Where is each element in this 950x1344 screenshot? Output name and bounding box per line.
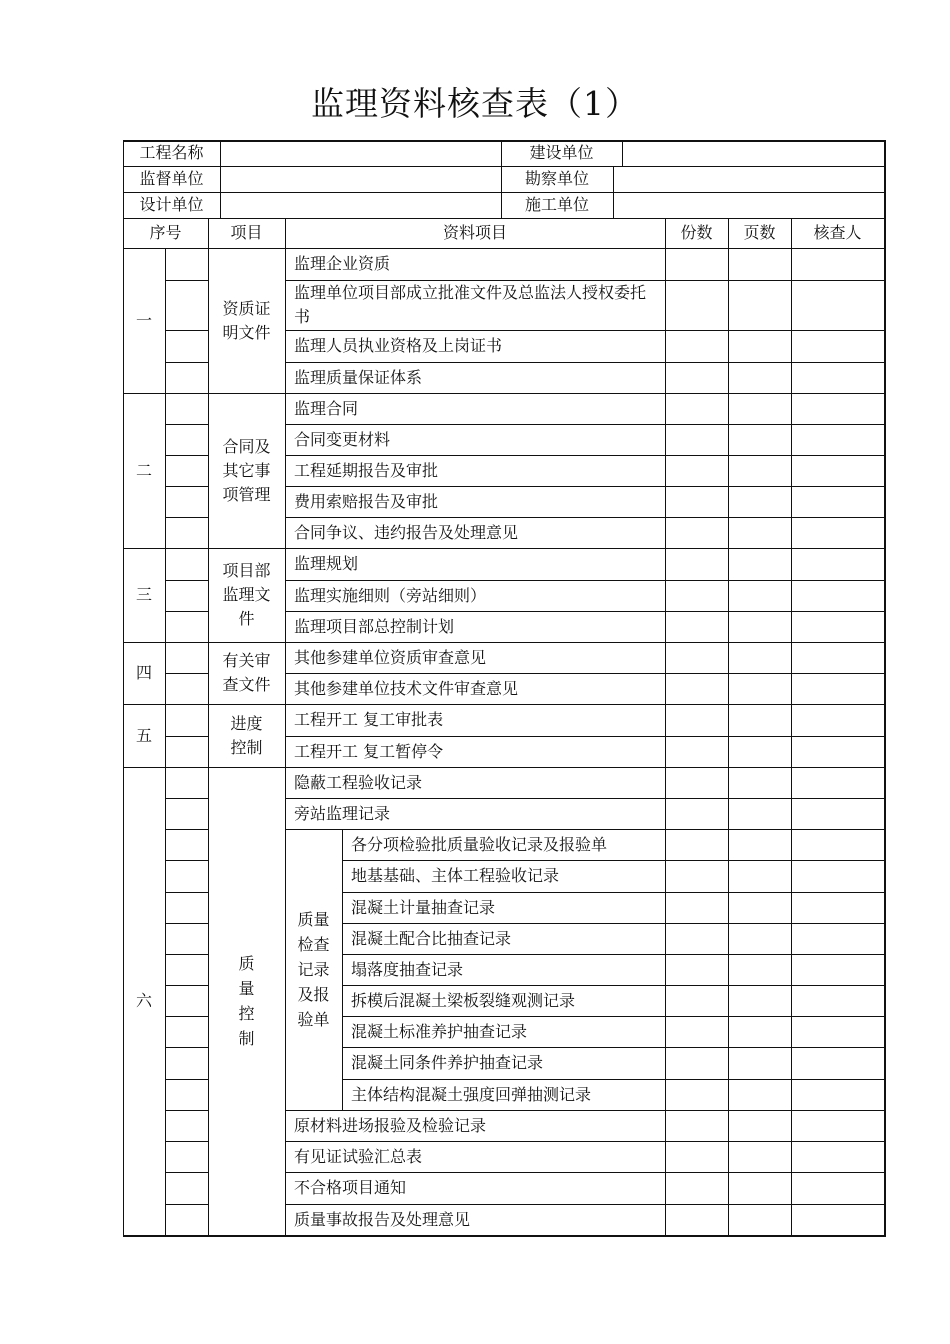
pages-cell[interactable] <box>728 673 791 704</box>
pages-cell[interactable] <box>728 330 791 362</box>
checker-cell[interactable] <box>791 517 884 548</box>
column-header-checker: 核查人 <box>813 223 862 242</box>
material-item: 塌落度抽查记录 <box>351 959 464 979</box>
checker-cell[interactable] <box>791 985 884 1016</box>
checker-cell[interactable] <box>791 1172 884 1204</box>
seq-sub-cell[interactable] <box>165 486 208 517</box>
copies-cell[interactable] <box>665 829 728 860</box>
pages-cell[interactable] <box>728 1079 791 1110</box>
pages-cell[interactable] <box>728 829 791 860</box>
pages-cell[interactable] <box>728 548 791 580</box>
survey-unit-field[interactable] <box>613 166 884 192</box>
supervision-unit-label: 监督单位 <box>139 169 204 188</box>
copies-cell[interactable] <box>665 362 728 393</box>
copies-cell[interactable] <box>665 673 728 704</box>
copies-cell[interactable] <box>665 798 728 829</box>
pages-cell[interactable] <box>728 736 791 767</box>
material-item: 旁站监理记录 <box>294 803 391 823</box>
construction-unit-label: 施工单位 <box>524 195 589 214</box>
checker-cell[interactable] <box>791 248 884 280</box>
supervision-unit-field[interactable] <box>220 166 501 192</box>
seq-sub-cell[interactable] <box>165 1141 208 1172</box>
material-item: 其他参建单位资质审查意见 <box>294 647 487 667</box>
checker-cell[interactable] <box>791 486 884 517</box>
group-name: 合同及 其它事 项管理 <box>222 436 271 504</box>
page-title: 监理资料核查表（1） <box>311 84 639 123</box>
checker-cell[interactable] <box>791 1047 884 1079</box>
checker-cell[interactable] <box>791 892 884 923</box>
group-number: 一 <box>135 310 152 330</box>
checker-cell[interactable] <box>791 1141 884 1172</box>
material-item: 工程延期报告及审批 <box>294 460 439 480</box>
group-number: 六 <box>135 991 152 1010</box>
material-item: 监理合同 <box>294 398 359 418</box>
seq-sub-cell[interactable] <box>165 611 208 642</box>
copies-cell[interactable] <box>665 248 728 280</box>
checker-cell[interactable] <box>791 798 884 829</box>
group-name: 项目部 监理文 件 <box>222 561 271 628</box>
pages-cell[interactable] <box>728 1110 791 1141</box>
copies-cell[interactable] <box>665 1079 728 1110</box>
copies-cell[interactable] <box>665 486 728 517</box>
seq-sub-cell[interactable] <box>165 642 208 673</box>
material-item: 混凝土计量抽查记录 <box>351 897 496 917</box>
seq-sub-cell[interactable] <box>165 517 208 548</box>
copies-cell[interactable] <box>665 393 728 424</box>
column-header-material: 资料项目 <box>442 223 507 242</box>
material-item: 合同争议、违约报告及处理意见 <box>294 522 519 542</box>
seq-sub-cell[interactable] <box>165 424 208 455</box>
material-item: 工程开工 复工暂停令 <box>294 741 444 761</box>
copies-cell[interactable] <box>665 424 728 455</box>
copies-cell[interactable] <box>665 1172 728 1204</box>
seq-sub-cell[interactable] <box>165 1204 208 1235</box>
material-item: 拆模后混凝土梁板裂缝观测记录 <box>351 990 576 1010</box>
checker-cell[interactable] <box>791 280 884 330</box>
seq-sub-cell[interactable] <box>165 767 208 798</box>
grid-line <box>884 140 886 1236</box>
checker-cell[interactable] <box>791 424 884 455</box>
seq-sub-cell[interactable] <box>165 580 208 611</box>
material-item: 工程开工 复工审批表 <box>294 710 444 729</box>
copies-cell[interactable] <box>665 736 728 767</box>
project-name-field[interactable] <box>220 140 501 166</box>
seq-sub-cell[interactable] <box>165 1016 208 1047</box>
pages-cell[interactable] <box>728 1047 791 1079</box>
group-number: 三 <box>135 585 152 604</box>
material-item: 质量事故报告及处理意见 <box>294 1209 471 1229</box>
pages-cell[interactable] <box>728 767 791 798</box>
group-name: 有关审 查文件 <box>222 651 271 694</box>
material-item: 混凝土标准养护抽查记录 <box>351 1021 528 1041</box>
material-item: 监理质量保证体系 <box>294 367 423 387</box>
checker-cell[interactable] <box>791 704 884 736</box>
seq-sub-cell[interactable] <box>165 1172 208 1204</box>
subgroup-label: 质量 检查 记录 及报 验单 <box>297 910 330 1029</box>
seq-sub-cell[interactable] <box>165 455 208 486</box>
pages-cell[interactable] <box>728 704 791 736</box>
checker-cell[interactable] <box>791 767 884 798</box>
checker-cell[interactable] <box>791 362 884 393</box>
seq-sub-cell[interactable] <box>165 860 208 892</box>
copies-cell[interactable] <box>665 280 728 330</box>
checker-cell[interactable] <box>791 954 884 985</box>
group-number: 四 <box>135 663 152 682</box>
seq-sub-cell[interactable] <box>165 1110 208 1141</box>
material-item: 费用索赔报告及审批 <box>294 491 439 511</box>
seq-sub-cell[interactable] <box>165 798 208 829</box>
material-item: 主体结构混凝土强度回弹抽测记录 <box>351 1084 592 1104</box>
pages-cell[interactable] <box>728 642 791 673</box>
pages-cell[interactable] <box>728 1016 791 1047</box>
column-header-pages: 页数 <box>743 223 776 242</box>
checker-cell[interactable] <box>791 736 884 767</box>
checker-cell[interactable] <box>791 1110 884 1141</box>
checker-cell[interactable] <box>791 1079 884 1110</box>
copies-cell[interactable] <box>665 860 728 892</box>
pages-cell[interactable] <box>728 580 791 611</box>
seq-sub-cell[interactable] <box>165 248 208 280</box>
seq-sub-cell[interactable] <box>165 330 208 362</box>
pages-cell[interactable] <box>728 860 791 892</box>
group-number: 五 <box>135 725 152 745</box>
copies-cell[interactable] <box>665 1204 728 1235</box>
checker-cell[interactable] <box>791 580 884 611</box>
material-item: 各分项检验批质量验收记录及报验单 <box>351 834 608 854</box>
seq-sub-cell[interactable] <box>165 954 208 985</box>
material-item: 原材料进场报验及检验记录 <box>294 1115 487 1135</box>
material-item: 其他参建单位技术文件审查意见 <box>294 678 519 698</box>
seq-sub-cell[interactable] <box>165 362 208 393</box>
copies-cell[interactable] <box>665 1016 728 1047</box>
seq-sub-cell[interactable] <box>165 892 208 923</box>
seq-sub-cell[interactable] <box>165 280 208 330</box>
pages-cell[interactable] <box>728 486 791 517</box>
checker-cell[interactable] <box>791 829 884 860</box>
copies-cell[interactable] <box>665 1141 728 1172</box>
material-item: 不合格项目通知 <box>294 1178 407 1197</box>
copies-cell[interactable] <box>665 642 728 673</box>
copies-cell[interactable] <box>665 767 728 798</box>
copies-cell[interactable] <box>665 455 728 486</box>
pages-cell[interactable] <box>728 1172 791 1204</box>
checker-cell[interactable] <box>791 673 884 704</box>
column-header-item: 项目 <box>230 223 263 242</box>
seq-sub-cell[interactable] <box>165 673 208 704</box>
pages-cell[interactable] <box>728 1204 791 1235</box>
builder-unit-field[interactable] <box>622 140 884 166</box>
builder-unit-label: 建设单位 <box>529 143 594 162</box>
material-item: 监理实施细则（旁站细则） <box>294 585 487 605</box>
pages-cell[interactable] <box>728 424 791 455</box>
pages-cell[interactable] <box>728 455 791 486</box>
copies-cell[interactable] <box>665 704 728 736</box>
survey-unit-label: 勘察单位 <box>524 169 589 188</box>
pages-cell[interactable] <box>728 611 791 642</box>
seq-sub-cell[interactable] <box>165 1079 208 1110</box>
checker-cell[interactable] <box>791 860 884 892</box>
material-item: 混凝土配合比抽查记录 <box>351 928 512 948</box>
seq-sub-cell[interactable] <box>165 985 208 1016</box>
group-name: 资质证 明文件 <box>222 298 271 342</box>
pages-cell[interactable] <box>728 393 791 424</box>
seq-sub-cell[interactable] <box>165 393 208 424</box>
design-unit-label: 设计单位 <box>139 195 204 214</box>
pages-cell[interactable] <box>728 798 791 829</box>
checker-cell[interactable] <box>791 330 884 362</box>
pages-cell[interactable] <box>728 954 791 985</box>
copies-cell[interactable] <box>665 548 728 580</box>
copies-cell[interactable] <box>665 923 728 954</box>
copies-cell[interactable] <box>665 892 728 923</box>
material-item: 监理项目部总控制计划 <box>294 616 455 636</box>
material-item: 监理企业资质 <box>294 254 391 273</box>
column-header-copies: 份数 <box>680 223 713 242</box>
material-item: 混凝土同条件养护抽查记录 <box>351 1053 544 1072</box>
group-name: 质 量 控 制 <box>238 954 255 1048</box>
grid-line <box>123 1235 886 1237</box>
pages-cell[interactable] <box>728 517 791 548</box>
checker-cell[interactable] <box>791 611 884 642</box>
checker-cell[interactable] <box>791 642 884 673</box>
checker-cell[interactable] <box>791 1016 884 1047</box>
copies-cell[interactable] <box>665 1110 728 1141</box>
seq-sub-cell[interactable] <box>165 829 208 860</box>
material-item: 有见证试验汇总表 <box>294 1146 423 1166</box>
copies-cell[interactable] <box>665 517 728 548</box>
pages-cell[interactable] <box>728 892 791 923</box>
column-header-seq: 序号 <box>149 223 182 242</box>
pages-cell[interactable] <box>728 362 791 393</box>
seq-sub-cell[interactable] <box>165 736 208 767</box>
copies-cell[interactable] <box>665 580 728 611</box>
copies-cell[interactable] <box>665 330 728 362</box>
checker-cell[interactable] <box>791 923 884 954</box>
pages-cell[interactable] <box>728 280 791 330</box>
group-number: 二 <box>135 460 152 480</box>
construction-unit-field[interactable] <box>613 192 884 218</box>
seq-sub-cell[interactable] <box>165 548 208 580</box>
checker-cell[interactable] <box>791 455 884 486</box>
project-name-label: 工程名称 <box>139 143 204 162</box>
copies-cell[interactable] <box>665 1047 728 1079</box>
seq-sub-cell[interactable] <box>165 704 208 736</box>
pages-cell[interactable] <box>728 1141 791 1172</box>
material-item: 监理单位项目部成立批准文件及总监法人授权委托书 <box>294 283 647 326</box>
group-name: 进度 控制 <box>230 713 263 757</box>
material-item: 隐蔽工程验收记录 <box>294 772 423 792</box>
copies-cell[interactable] <box>665 954 728 985</box>
material-item: 地基基础、主体工程验收记录 <box>351 866 560 885</box>
copies-cell[interactable] <box>665 985 728 1016</box>
copies-cell[interactable] <box>665 611 728 642</box>
checker-cell[interactable] <box>791 1204 884 1235</box>
seq-sub-cell[interactable] <box>165 1047 208 1079</box>
material-item: 合同变更材料 <box>294 429 391 449</box>
material-item: 监理人员执业资格及上岗证书 <box>294 336 503 355</box>
material-check-table <box>123 140 886 1236</box>
pages-cell[interactable] <box>728 248 791 280</box>
seq-sub-cell[interactable] <box>165 923 208 954</box>
design-unit-field[interactable] <box>220 192 501 218</box>
material-item: 监理规划 <box>294 554 359 573</box>
pages-cell[interactable] <box>728 923 791 954</box>
pages-cell[interactable] <box>728 985 791 1016</box>
checker-cell[interactable] <box>791 548 884 580</box>
checker-cell[interactable] <box>791 393 884 424</box>
